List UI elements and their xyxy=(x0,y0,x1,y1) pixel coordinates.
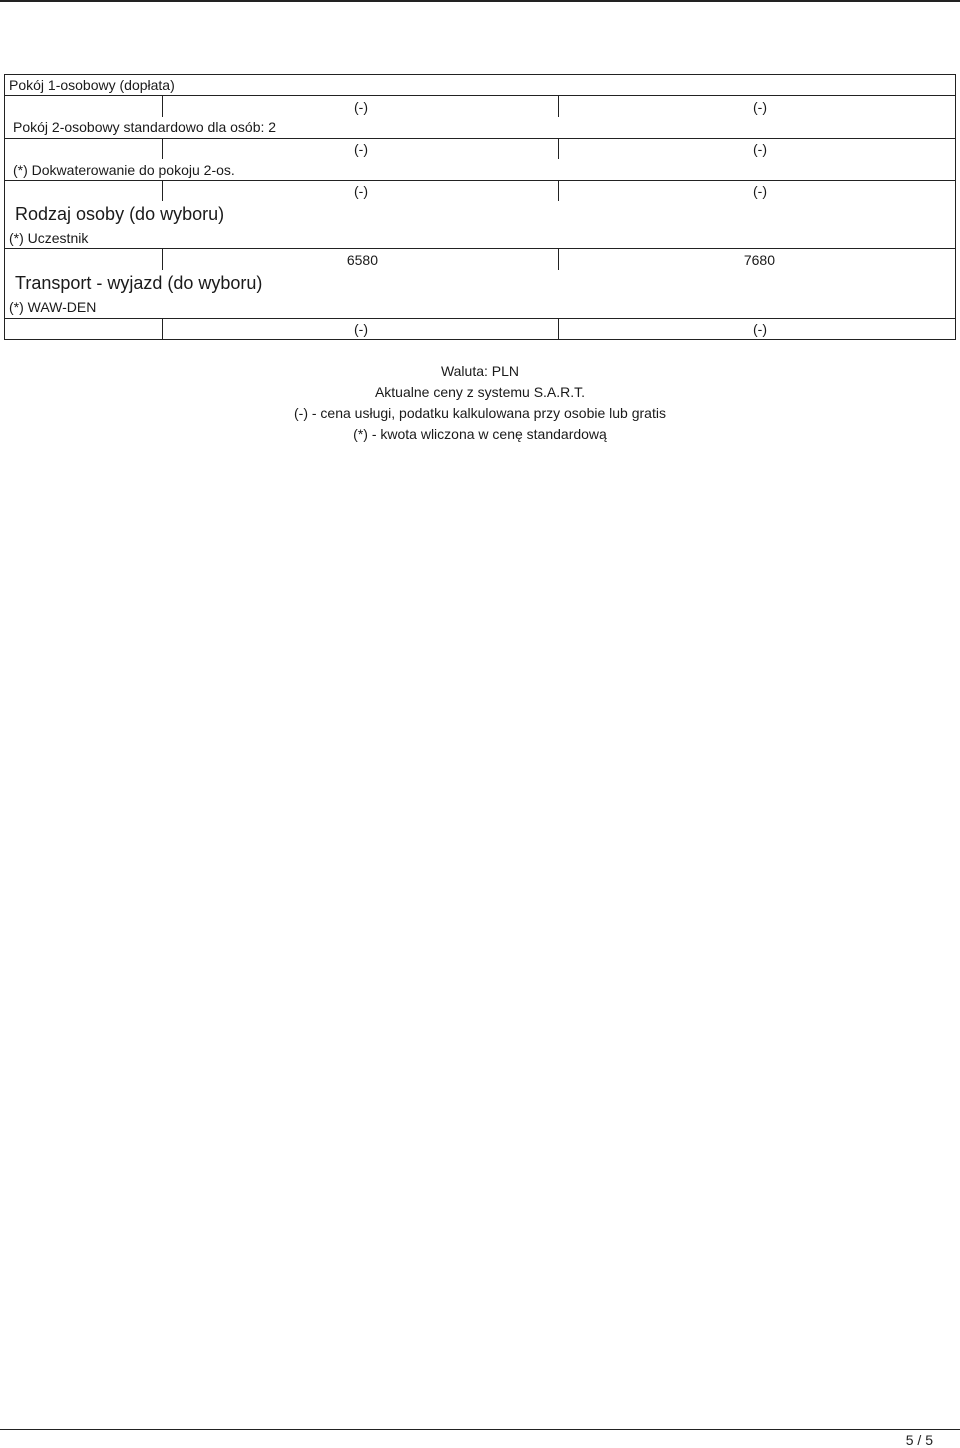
price-table xyxy=(4,74,956,340)
column-divider xyxy=(162,180,163,201)
legend-star-note: (*) - kwota wliczona w cenę standardową xyxy=(353,426,607,442)
column-divider xyxy=(162,318,163,340)
table-rule xyxy=(4,95,956,96)
table-rule xyxy=(4,318,956,319)
row-label-single-room: Pokój 1-osobowy (dopłata) xyxy=(9,77,175,93)
value-extra-bed-col1: (-) xyxy=(354,183,368,199)
source-note: Aktualne ceny z systemu S.A.R.T. xyxy=(374,384,586,400)
notes-block xyxy=(0,361,960,445)
column-divider xyxy=(558,318,559,340)
column-divider xyxy=(558,248,559,270)
row-label-participant: (*) Uczestnik xyxy=(9,230,89,246)
value-route-col2: (-) xyxy=(753,321,767,337)
row-label-double-room: Pokój 2-osobowy standardowo dla osób: 2 xyxy=(13,119,277,135)
table-rule xyxy=(4,180,956,181)
value-participant-col1: 6580 xyxy=(346,252,378,268)
table-border-top xyxy=(4,74,956,75)
table-border-right xyxy=(955,74,956,340)
value-single-room-col1: (-) xyxy=(354,99,368,115)
table-border-bottom xyxy=(4,339,956,340)
column-divider xyxy=(162,138,163,159)
row-label-route: (*) WAW-DEN xyxy=(9,299,97,315)
table-rule xyxy=(4,138,956,139)
value-single-room-col2: (-) xyxy=(753,99,767,115)
table-border-left xyxy=(4,74,5,340)
footer-rule xyxy=(0,1429,960,1430)
value-double-room-col2: (-) xyxy=(753,141,767,157)
page-number: 5 / 5 xyxy=(905,1432,933,1448)
table-rule xyxy=(4,248,956,249)
value-route-col1: (-) xyxy=(354,321,368,337)
legend-dash-note: (-) - cena usługi, podatku kalkulowana przy osobie lub gratis xyxy=(294,405,666,421)
column-divider xyxy=(558,95,559,117)
column-divider xyxy=(162,248,163,270)
value-double-room-col1: (-) xyxy=(354,141,368,157)
column-divider xyxy=(558,180,559,201)
column-divider xyxy=(558,138,559,159)
currency-note: Waluta: PLN xyxy=(440,363,520,379)
row-label-extra-bed: (*) Dokwaterowanie do pokoju 2-os. xyxy=(13,162,235,178)
column-divider xyxy=(162,95,163,117)
section-title-person-type: Rodzaj osoby (do wyboru) xyxy=(15,204,225,224)
value-extra-bed-col2: (-) xyxy=(753,183,767,199)
top-rule xyxy=(0,0,960,2)
value-participant-col2: 7680 xyxy=(743,252,775,268)
section-title-transport: Transport - wyjazd (do wyboru) xyxy=(15,273,263,293)
